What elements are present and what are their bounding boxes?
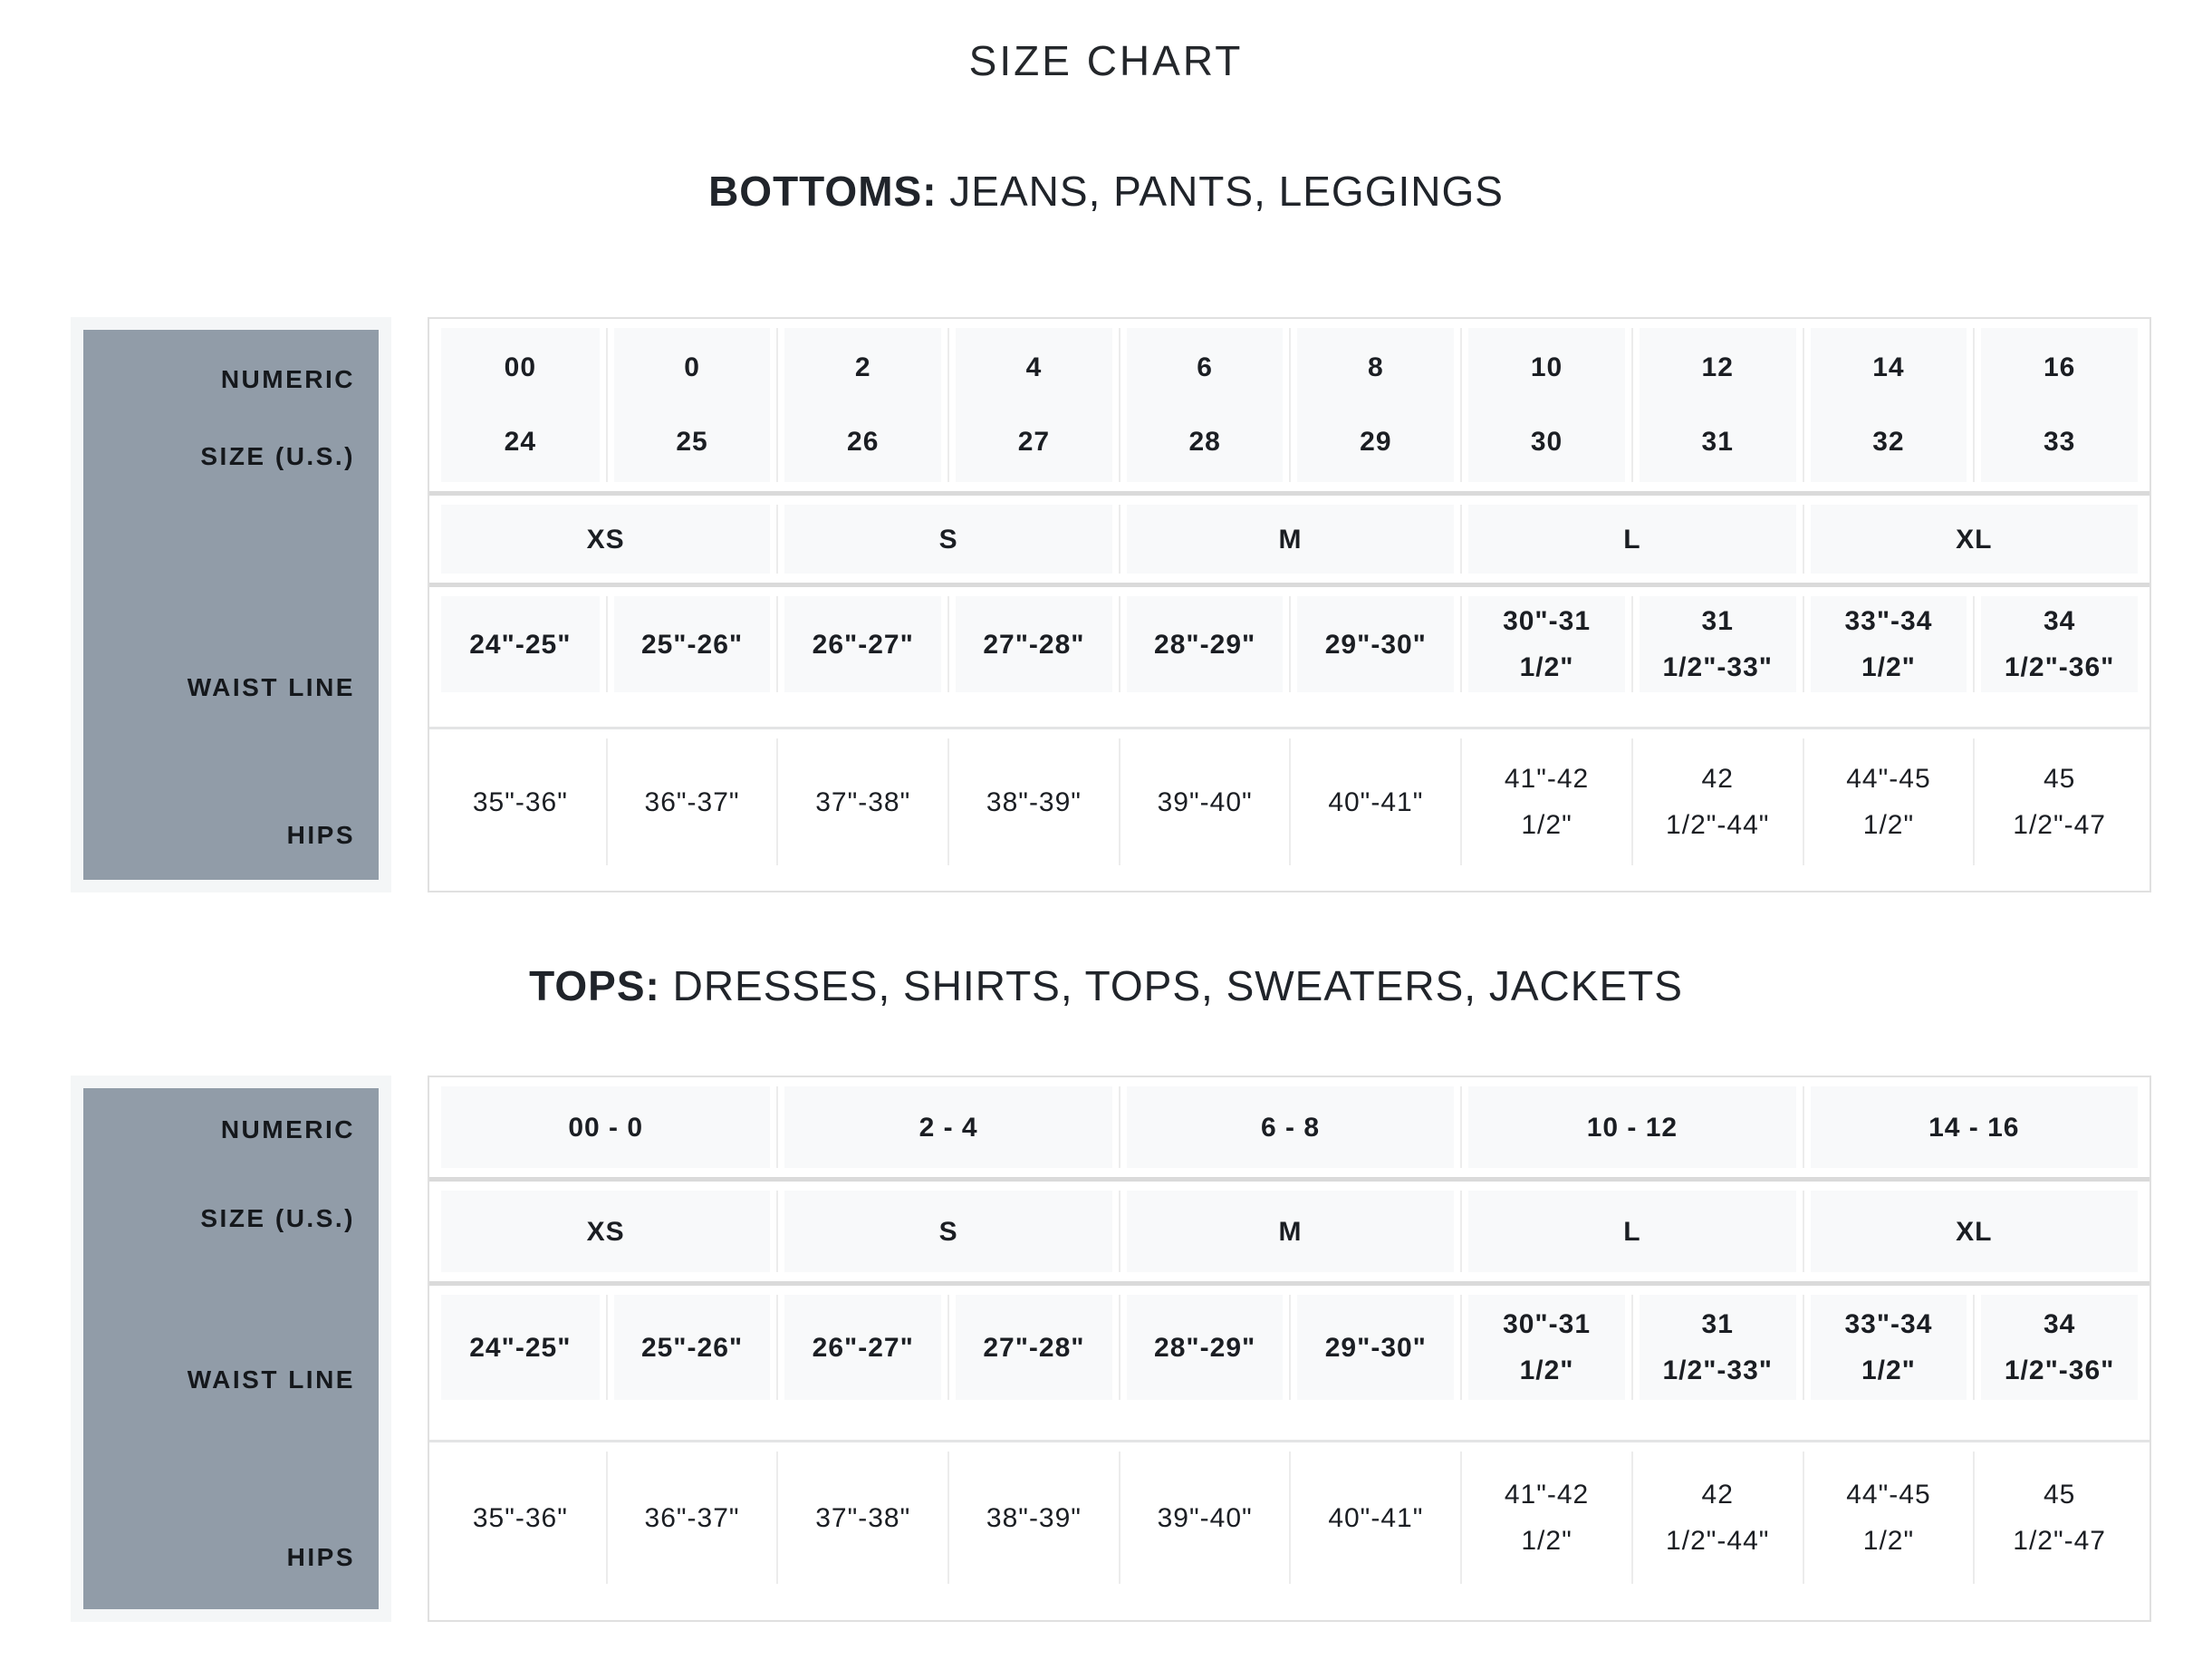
size-cell: [1631, 328, 1803, 482]
sidebar-label-size-us: SIZE (U.S.): [200, 1203, 355, 1232]
waist-cells: [435, 596, 2144, 692]
size-cell: [435, 1086, 776, 1168]
size-cell-value: 44"-45 1/2": [1846, 1480, 1931, 1556]
sidebar-label-waist-line: WAIST LINE: [187, 1365, 355, 1394]
bottoms-heading-category: BOTTOMS:: [708, 168, 938, 215]
size-cell: [606, 1452, 777, 1584]
bottoms-hips-row: [429, 729, 2149, 891]
size-cell: [1289, 1452, 1460, 1584]
sidebar-label-size-us: SIZE (U.S.): [200, 441, 355, 470]
size-cell-value: 26"-27": [784, 1295, 941, 1400]
size-cell-value: 33"-34 1/2": [1811, 1295, 1967, 1400]
size-cell: [1460, 738, 1631, 865]
size-cell-value: XS: [441, 1191, 770, 1272]
size-cell-value: 27"-28": [956, 596, 1112, 692]
size-cell: [1289, 596, 1460, 692]
size-cell: [606, 596, 777, 692]
size-cell-value: 35"-36": [472, 1502, 568, 1533]
size-cell: [1631, 596, 1803, 692]
size-cell-value: M: [1127, 1191, 1454, 1272]
sidebar-label-hips: HIPS: [286, 1542, 355, 1571]
sidebar-label-numeric: NUMERIC: [220, 1115, 355, 1143]
size-cell: [1803, 1295, 1974, 1400]
bottoms-heading-items: JEANS, PANTS, LEGGINGS: [937, 168, 1504, 215]
size-cell: [1803, 328, 1974, 482]
size-cell: [947, 1295, 1119, 1400]
size-cell: [1460, 328, 1631, 482]
size-cell-value: 28"-29": [1127, 596, 1284, 692]
size-cell-value: 40"-41": [1328, 786, 1424, 817]
size-cell: [435, 1452, 606, 1584]
bottoms-waist-row: [429, 587, 2149, 727]
size-cell: [1973, 738, 2144, 865]
size-cell: [1460, 1452, 1631, 1584]
size-cell-value: 34 1/2"-36": [1981, 1295, 2138, 1400]
size-cell: [1460, 1191, 1802, 1272]
size-cell-value: 25"-26": [614, 596, 771, 692]
size-cell-value: 38"-39": [986, 786, 1082, 817]
size-cell: [1973, 596, 2144, 692]
letter-size-cells: [435, 1191, 2144, 1272]
size-cell: [1973, 1452, 2144, 1584]
size-cell: [1631, 738, 1803, 865]
size-cell: [776, 505, 1118, 574]
size-cell-value: 0 25: [614, 328, 771, 482]
size-cell: [606, 738, 777, 865]
size-cell: [1119, 596, 1290, 692]
size-cell-value: XL: [1811, 505, 2138, 574]
size-cell-value: 31 1/2"-33": [1640, 596, 1796, 692]
size-cell-value: 39"-40": [1157, 1502, 1253, 1533]
size-cell-value: 41"-42 1/2": [1504, 1480, 1590, 1556]
size-cell: [776, 1086, 1118, 1168]
size-cell-value: 31 1/2"-33": [1640, 1295, 1796, 1400]
size-cell: [776, 596, 947, 692]
size-cell: [776, 328, 947, 482]
tops-section-heading: [0, 961, 2212, 1010]
size-cell: [776, 1191, 1118, 1272]
size-cell: [1973, 328, 2144, 482]
tops-numeric-size-row: [429, 1077, 2149, 1177]
bottoms-size-table: [428, 317, 2151, 892]
size-cell-value: XL: [1811, 1191, 2138, 1272]
tops-heading-category: TOPS:: [529, 962, 660, 1009]
sidebar-label-waist-line: WAIST LINE: [187, 672, 355, 701]
size-cell: [1803, 596, 1974, 692]
size-cell: [1119, 1191, 1460, 1272]
numeric-size-cells: [435, 1086, 2144, 1168]
size-cell: [776, 738, 947, 865]
size-cell-value: 10 30: [1468, 328, 1625, 482]
size-cell-value: 41"-42 1/2": [1504, 764, 1590, 840]
size-cell-value: 00 - 0: [441, 1086, 770, 1168]
size-cell-value: 2 - 4: [784, 1086, 1111, 1168]
bottoms-size-chart: [71, 317, 2151, 892]
size-cell-value: 29"-30": [1297, 596, 1454, 692]
size-cell-value: 45 1/2"-47: [2013, 764, 2106, 840]
size-cell: [1803, 1191, 2144, 1272]
tops-waist-row: [429, 1286, 2149, 1440]
size-cell: [1803, 505, 2144, 574]
size-cell-value: 30"-31 1/2": [1468, 596, 1625, 692]
size-cell-value: 38"-39": [986, 1502, 1082, 1533]
size-cell: [1289, 738, 1460, 865]
size-cell-value: 29"-30": [1297, 1295, 1454, 1400]
size-cell: [435, 1295, 606, 1400]
size-cell: [947, 1452, 1119, 1584]
size-cell: [1631, 1452, 1803, 1584]
bottoms-section-heading: [0, 167, 2212, 216]
size-cell: [1119, 1086, 1460, 1168]
tops-letter-size-row: [429, 1182, 2149, 1281]
size-cell-value: 26"-27": [784, 596, 941, 692]
tops-hips-row: [429, 1442, 2149, 1620]
size-cell-value: 27"-28": [956, 1295, 1112, 1400]
tops-size-table: [428, 1076, 2151, 1622]
size-cell: [1119, 328, 1290, 482]
page-title: SIZE CHART: [968, 37, 1244, 84]
size-cell-value: 40"-41": [1328, 1502, 1424, 1533]
size-cell-value: L: [1468, 505, 1795, 574]
size-cell-value: 36"-37": [644, 1502, 740, 1533]
size-cell: [435, 596, 606, 692]
size-cell: [1803, 1452, 1974, 1584]
size-cell: [1460, 1086, 1802, 1168]
size-cell-value: XS: [441, 505, 770, 574]
size-cell: [1803, 1086, 2144, 1168]
size-cell-value: 10 - 12: [1468, 1086, 1795, 1168]
size-cell-value: 37"-38": [815, 786, 911, 817]
size-cell-value: 39"-40": [1157, 786, 1253, 817]
size-cell-value: 33"-34 1/2": [1811, 596, 1967, 692]
size-cell: [947, 328, 1119, 482]
size-cell-value: 24"-25": [441, 1295, 600, 1400]
size-cell: [606, 1295, 777, 1400]
size-cell: [1119, 505, 1460, 574]
size-cell-value: 6 28: [1127, 328, 1284, 482]
size-cell-value: 16 33: [1981, 328, 2138, 482]
size-cell-value: 4 27: [956, 328, 1112, 482]
size-cell: [947, 596, 1119, 692]
size-cell: [1119, 738, 1290, 865]
letter-size-cells: [435, 505, 2144, 574]
bottoms-letter-size-row: [429, 496, 2149, 583]
size-cell-value: 6 - 8: [1127, 1086, 1454, 1168]
size-cell-value: 25"-26": [614, 1295, 771, 1400]
size-cell-value: M: [1127, 505, 1454, 574]
size-cell-value: 2 26: [784, 328, 941, 482]
size-cell-value: L: [1468, 1191, 1795, 1272]
size-cell: [1460, 1295, 1631, 1400]
size-cell-value: 45 1/2"-47: [2013, 1480, 2106, 1556]
size-cell-value: 35"-36": [472, 786, 568, 817]
size-cell-value: S: [784, 1191, 1111, 1272]
bottoms-numeric-size-row: [429, 319, 2149, 491]
size-cell: [776, 1295, 947, 1400]
size-cell: [435, 328, 606, 482]
size-cell: [435, 738, 606, 865]
size-cell: [1460, 505, 1802, 574]
size-cell: [435, 505, 776, 574]
tops-size-chart: [71, 1076, 2151, 1622]
size-cell: [606, 328, 777, 482]
size-cell: [1119, 1295, 1290, 1400]
size-cell: [1289, 328, 1460, 482]
size-cell: [776, 1452, 947, 1584]
size-cell: [1119, 1452, 1290, 1584]
size-cell: [1631, 1295, 1803, 1400]
size-cell: [1803, 738, 1974, 865]
size-cell: [1460, 596, 1631, 692]
size-cell-value: 30"-31 1/2": [1468, 1295, 1625, 1400]
size-cell-value: 28"-29": [1127, 1295, 1284, 1400]
sidebar-label-hips: HIPS: [286, 821, 355, 850]
numeric-size-cells: [435, 328, 2144, 482]
size-cell-value: 44"-45 1/2": [1846, 764, 1931, 840]
size-cell-value: 37"-38": [815, 1502, 911, 1533]
sidebar-label-numeric: NUMERIC: [220, 364, 355, 393]
size-cell-value: 34 1/2"-36": [1981, 596, 2138, 692]
size-cell: [947, 738, 1119, 865]
tops-sidebar-panel: [83, 1088, 379, 1609]
waist-cells: [435, 1295, 2144, 1400]
size-cell-value: 24"-25": [441, 596, 600, 692]
hips-cells: [435, 1452, 2144, 1584]
size-cell-value: 36"-37": [644, 786, 740, 817]
size-cell: [435, 1191, 776, 1272]
size-cell-value: 12 31: [1640, 328, 1796, 482]
size-cell-value: 00 24: [441, 328, 600, 482]
hips-cells: [435, 738, 2144, 865]
bottoms-sidebar-panel: [83, 330, 379, 880]
size-cell: [1973, 1295, 2144, 1400]
tops-sidebar: [71, 1076, 391, 1622]
size-cell-value: 42 1/2"-44": [1666, 1480, 1770, 1556]
size-cell: [1289, 1295, 1460, 1400]
size-cell-value: S: [784, 505, 1111, 574]
size-cell-value: 14 32: [1811, 328, 1967, 482]
size-cell-value: 42 1/2"-44": [1666, 764, 1770, 840]
size-cell-value: 8 29: [1297, 328, 1454, 482]
bottoms-sidebar: [71, 317, 391, 892]
size-cell-value: 14 - 16: [1811, 1086, 2138, 1168]
tops-heading-items: DRESSES, SHIRTS, TOPS, SWEATERS, JACKETS: [659, 962, 1683, 1009]
